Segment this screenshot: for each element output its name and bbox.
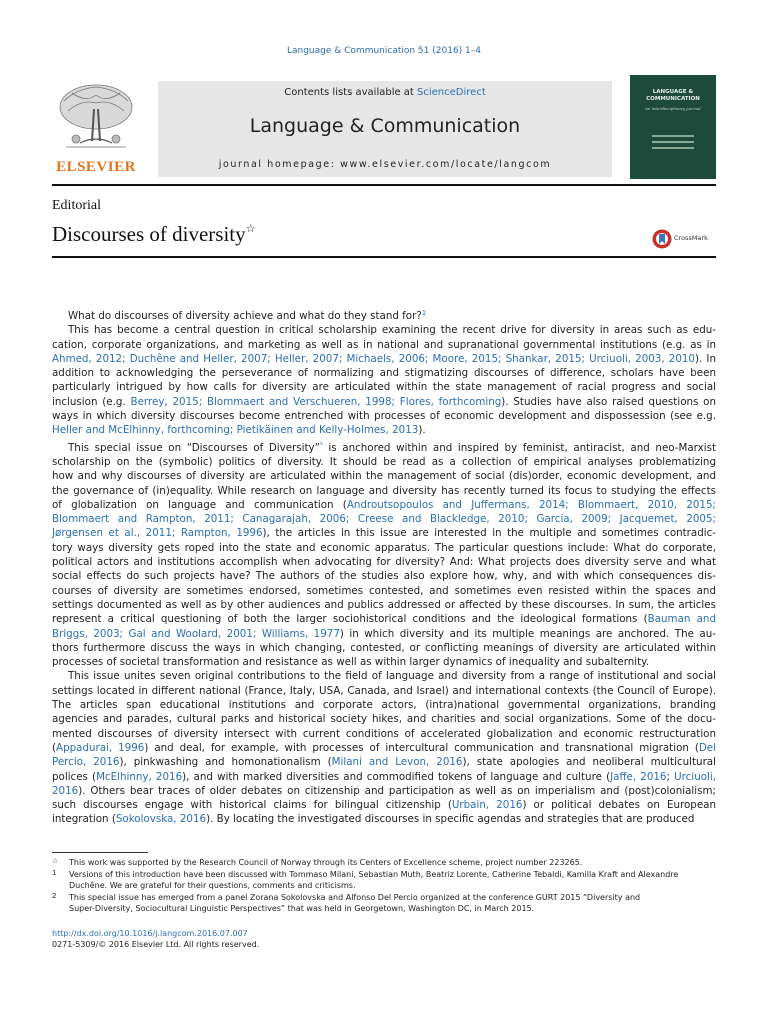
citation-link[interactable]: Blommaert and Rampton, 2011; Canagarajah, 2006; Creese and Blackledge, 2010; García, 2009; Jacquemet, 2005; — [52, 513, 716, 526]
text-segment: ). — [418, 424, 426, 437]
text-segment: political actors and institutions accomplish when advocating for diversity? And: What projects does diversity serve and what — [52, 556, 716, 569]
journal-banner — [158, 81, 612, 177]
text-segment: processes of societal transformation and resistance as well as within larger dynamics of inequality and subalternity. — [52, 656, 650, 669]
doi-link[interactable]: http://dx.doi.org/10.1016/j.langcom.2016.07.007 — [52, 929, 248, 938]
footnote-rule — [52, 852, 148, 853]
text-line — [52, 395, 716, 409]
text-segment: settings located in different national (France, Italy, USA, Canada, and Israel) and international contexts (the Council of Europe). — [52, 684, 716, 697]
text-segment: ) and deal, for example, with processes of intercultural communication and transnational migration ( — [144, 741, 699, 754]
text-segment: ). Others bear traces of older debates on citizenship and participation as well as on imperialism and (post)colonialism; — [78, 784, 716, 797]
footnotes — [52, 856, 716, 914]
title-rule — [52, 256, 716, 258]
article-title — [52, 222, 256, 247]
citation-link[interactable]: Jørgensen et al., 2011; Rampton, 1996 — [52, 527, 263, 540]
text-segment: ways in which diversity discourses become entrenched with processes of economic development and dispossession (see e.g. — [52, 410, 716, 423]
text-segment: polices ( — [52, 770, 97, 783]
text-line — [52, 555, 716, 569]
footnote-line — [52, 880, 716, 891]
text-segment: represent a critical questioning of both the larger sociohistorical conditions and the ideological formations ( — [52, 613, 648, 626]
copyright: 0271-5309/© 2016 Elsevier Ltd. All rights reserved. — [52, 940, 260, 949]
masthead — [52, 75, 716, 179]
doi-block — [52, 928, 259, 950]
footnote-mark: 2 — [52, 892, 57, 900]
cover-subtitle: an interdisciplinary journal — [645, 106, 701, 111]
text-segment: particularly intrigued by how calls for diversity are articulated within the state management of racial progress and social — [52, 381, 716, 394]
text-segment: ) in which diversity and its multiple meanings are anchored. The au- — [339, 627, 716, 640]
text-line — [52, 698, 716, 712]
footnote-text: This work was supported by the Research Council of Norway through its Centers of Excellence scheme, project number 223265. — [69, 858, 583, 867]
text-line — [52, 455, 716, 469]
text-line — [52, 584, 716, 598]
article-body — [52, 306, 716, 827]
text-line — [52, 409, 716, 423]
text-line — [52, 798, 716, 812]
text-segment: thors furthermore discuss the ways in which changing, contested, or conflicting meanings of diversity are articulated within — [52, 641, 716, 654]
footnote — [52, 868, 716, 891]
citation-link[interactable]: Sokolovska, 2016 — [115, 813, 207, 826]
footnote-ref[interactable]: ² — [319, 440, 323, 449]
text-segment: the governance of (in)equality. While research on language and diversity has recently turned its focus to studying the effects — [52, 484, 716, 497]
crossmark-badge[interactable] — [652, 228, 716, 250]
citation-link[interactable]: Appadurai, 1996 — [56, 741, 145, 754]
citation-link[interactable]: Urbain, 2016 — [451, 799, 523, 812]
contents-prefix: Contents lists available at — [284, 87, 418, 98]
citation-link[interactable]: Urciuoli, — [674, 770, 717, 783]
citation-link[interactable]: Bauman and — [647, 613, 716, 626]
text-line — [52, 612, 716, 626]
text-segment: such discourses engage with historical claims for bilingual citizenship ( — [52, 799, 452, 812]
text-segment: ). In — [694, 352, 716, 365]
text-line — [52, 669, 716, 683]
text-segment: courses of diversity are sometimes endorsed, sometimes contested, and sometimes even resisted within the spaces and — [52, 584, 716, 597]
text-line — [52, 627, 716, 641]
text-segment: how and why discourses of diversity are articulated within the management of social (dis)order, economic development, and — [52, 470, 716, 483]
text-segment: tory ways diversity gets roped into the state and economic apparatus. The particular questions include: What do corporate, — [52, 541, 716, 554]
footnote-line — [52, 868, 716, 880]
text-segment: of globalization on language and communication ( — [52, 498, 347, 511]
text-line — [52, 741, 716, 755]
citation-link[interactable]: Del — [698, 741, 716, 754]
text-line — [52, 727, 716, 741]
footnote-text: Super-Diversity, Sociocultural Linguistic Perspectives” that was held in Georgetown, Washington DC, in March 2015. — [69, 904, 535, 913]
text-line — [52, 352, 716, 366]
text-line — [52, 569, 716, 583]
text-segment: integration ( — [52, 813, 116, 826]
citation-link[interactable]: Milani and Levon, 2016 — [331, 756, 463, 769]
title-footnote-mark[interactable]: ☆ — [245, 223, 256, 235]
text-line — [52, 498, 716, 512]
cover-title: LANGUAGE & COMMUNICATION — [646, 89, 700, 102]
text-segment: inclusion (e.g. — [52, 395, 131, 408]
text-segment: ( — [52, 741, 57, 754]
footnote-line — [52, 891, 716, 903]
citation-link[interactable]: Heller and McElhinny, forthcoming; Pietikäinen and Kelly-Holmes, 2013 — [52, 424, 419, 437]
text-line — [52, 484, 716, 498]
citation-link[interactable]: Briggs, 2003; Gal and Woolard, 2001; Williams, 1977 — [52, 627, 340, 640]
citation-link[interactable]: Ahmed, 2012; Duchêne and Heller, 2007; Heller, 2007; Michaels, 2006; Moore, 2015; Shankar, 2015; Urciuoli, 2003, 2010 — [52, 352, 695, 365]
elsevier-tree-icon — [52, 81, 140, 157]
text-line — [52, 598, 716, 612]
footnote-text: Duchêne. We are grateful for their questions, comments and criticisms. — [69, 881, 356, 890]
text-line — [52, 366, 716, 380]
paragraph-4 — [52, 669, 716, 826]
paragraph-1 — [52, 306, 716, 323]
text-line — [52, 306, 716, 323]
sciencedirect-link[interactable]: ScienceDirect — [417, 87, 486, 98]
citation-link[interactable]: Percio, 2016 — [52, 756, 120, 769]
text-segment: The articles span educational institutions and corporate actors, (intra)national governmental organizations, branding — [52, 699, 716, 712]
text-segment: ) or political debates on European — [522, 799, 716, 812]
text-segment: ). Studies have also raised questions on — [501, 395, 717, 408]
crossmark-label: CrossMark — [674, 234, 708, 242]
text-line — [52, 641, 716, 655]
text-line — [52, 323, 716, 337]
text-segment: ; — [666, 770, 675, 783]
footnote-mark: ☆ — [52, 857, 59, 865]
journal-cover[interactable] — [630, 75, 716, 179]
footnote-text: Versions of this introduction have been discussed with Tommaso Milani, Sebastian Muth, Beatriz Lorente, Catherine Tebaldi, Kamilla Kraft and Alexandre — [69, 870, 679, 879]
text-segment: ), and with marked diversities and commodified tokens of language and culture ( — [182, 770, 611, 783]
text-segment: scholarship on the (symbolic) politics of diversity. It should be read as a collection of empirical analyses problematizing — [52, 455, 716, 468]
footnote — [52, 891, 716, 914]
text-line — [52, 380, 716, 394]
text-segment: ), the articles in this issue are interested in the multiple and sometimes contradic- — [262, 527, 716, 540]
header-rule — [52, 184, 716, 186]
text-line — [52, 770, 716, 784]
paragraph-2 — [52, 323, 716, 437]
text-line — [52, 438, 716, 455]
citation-link[interactable]: 2016 — [52, 784, 79, 797]
article-type: Editorial — [52, 198, 101, 213]
text-segment: ), state apologies and neoliberal multicultural — [462, 756, 716, 769]
text-segment: This special issue on “Discourses of Diversity” — [68, 441, 320, 454]
text-segment: ). By locating the investigated discourses in specific agendas and strategies that are produced — [206, 813, 695, 826]
text-line — [52, 755, 716, 769]
footnote-line — [52, 903, 716, 914]
journal-reference[interactable]: Language & Communication 51 (2016) 1–4 — [286, 46, 481, 56]
text-line — [52, 526, 716, 540]
journal-title: Language & Communication — [249, 115, 521, 137]
text-line — [52, 338, 716, 352]
text-line — [52, 712, 716, 726]
text-segment: is anchored within and inspired by feminist, antiracist, and neo-Marxist — [322, 441, 716, 454]
text-segment: ), pinkwashing and homonationalism ( — [119, 756, 332, 769]
citation-link[interactable]: Berrey, 2015; Blommaert and Verschueren, 1998; Flores, forthcoming — [130, 395, 502, 408]
article-title-text: Discourses of diversity — [52, 222, 246, 246]
text-segment: This has become a central question in critical scholarship examining the recent drive for diversity in areas such as edu- — [68, 324, 716, 337]
footnote-ref[interactable]: 1 — [421, 309, 427, 317]
footnote-mark: 1 — [52, 869, 57, 877]
text-line — [52, 512, 716, 526]
footnote-text: This special issue has emerged from a panel Zorana Sokolovska and Alfonso Del Percio organized at the conference GURT 2015 “Diversity and — [69, 893, 641, 902]
text-segment: addition to acknowledging the perseverance of normalizing and stigmatizing discourses of difference, scholars have been — [52, 367, 716, 380]
citation-link[interactable]: McElhinny, 2016 — [96, 770, 183, 783]
text-segment: cation, corporate organizations, and marketing as well as in national and supranational governmental institutions (e.g. as in — [52, 338, 716, 351]
text-line — [52, 469, 716, 483]
elsevier-wordmark: ELSEVIER — [56, 159, 136, 175]
text-segment: agencies and parades, cultural parks and historical society hikes, and charities and social organizations. Some of the docu- — [52, 713, 716, 726]
text-segment: social effects do such projects have? The authors of the studies also explore how, why, and with which consequences dis- — [52, 570, 716, 583]
text-segment: This issue unites seven original contributions to the field of language and diversity from a range of institutional and social — [68, 670, 716, 683]
crossmark-icon — [652, 228, 672, 250]
contents-line — [158, 87, 612, 98]
footnote — [52, 856, 716, 868]
text-line — [52, 812, 716, 826]
footnote-line — [52, 856, 716, 868]
elsevier-logo[interactable] — [52, 81, 140, 177]
paragraph-3 — [52, 438, 716, 670]
journal-homepage[interactable]: journal homepage: www.elsevier.com/locate/langcom — [218, 159, 552, 170]
citation-link[interactable]: Androutsopoulos and Juffermans, 2014; Blommaert, 2010, 2015; — [346, 498, 716, 511]
text-line — [52, 541, 716, 555]
text-line — [52, 784, 716, 798]
text-segment: mented discourses of diversity intersect with current conditions of accelerated globalization and economic restructuration — [52, 727, 716, 740]
cover-decoration — [652, 135, 694, 155]
text-line — [52, 423, 716, 437]
text-line — [52, 655, 716, 669]
text-segment: settings documented as well as by other audiences and publics addressed or affected by these discourses. In sum, the articles — [52, 598, 716, 611]
citation-link[interactable]: Jaffe, 2016 — [610, 770, 667, 783]
text-segment: What do discourses of diversity achieve and what do they stand for? — [68, 310, 422, 322]
text-line — [52, 684, 716, 698]
